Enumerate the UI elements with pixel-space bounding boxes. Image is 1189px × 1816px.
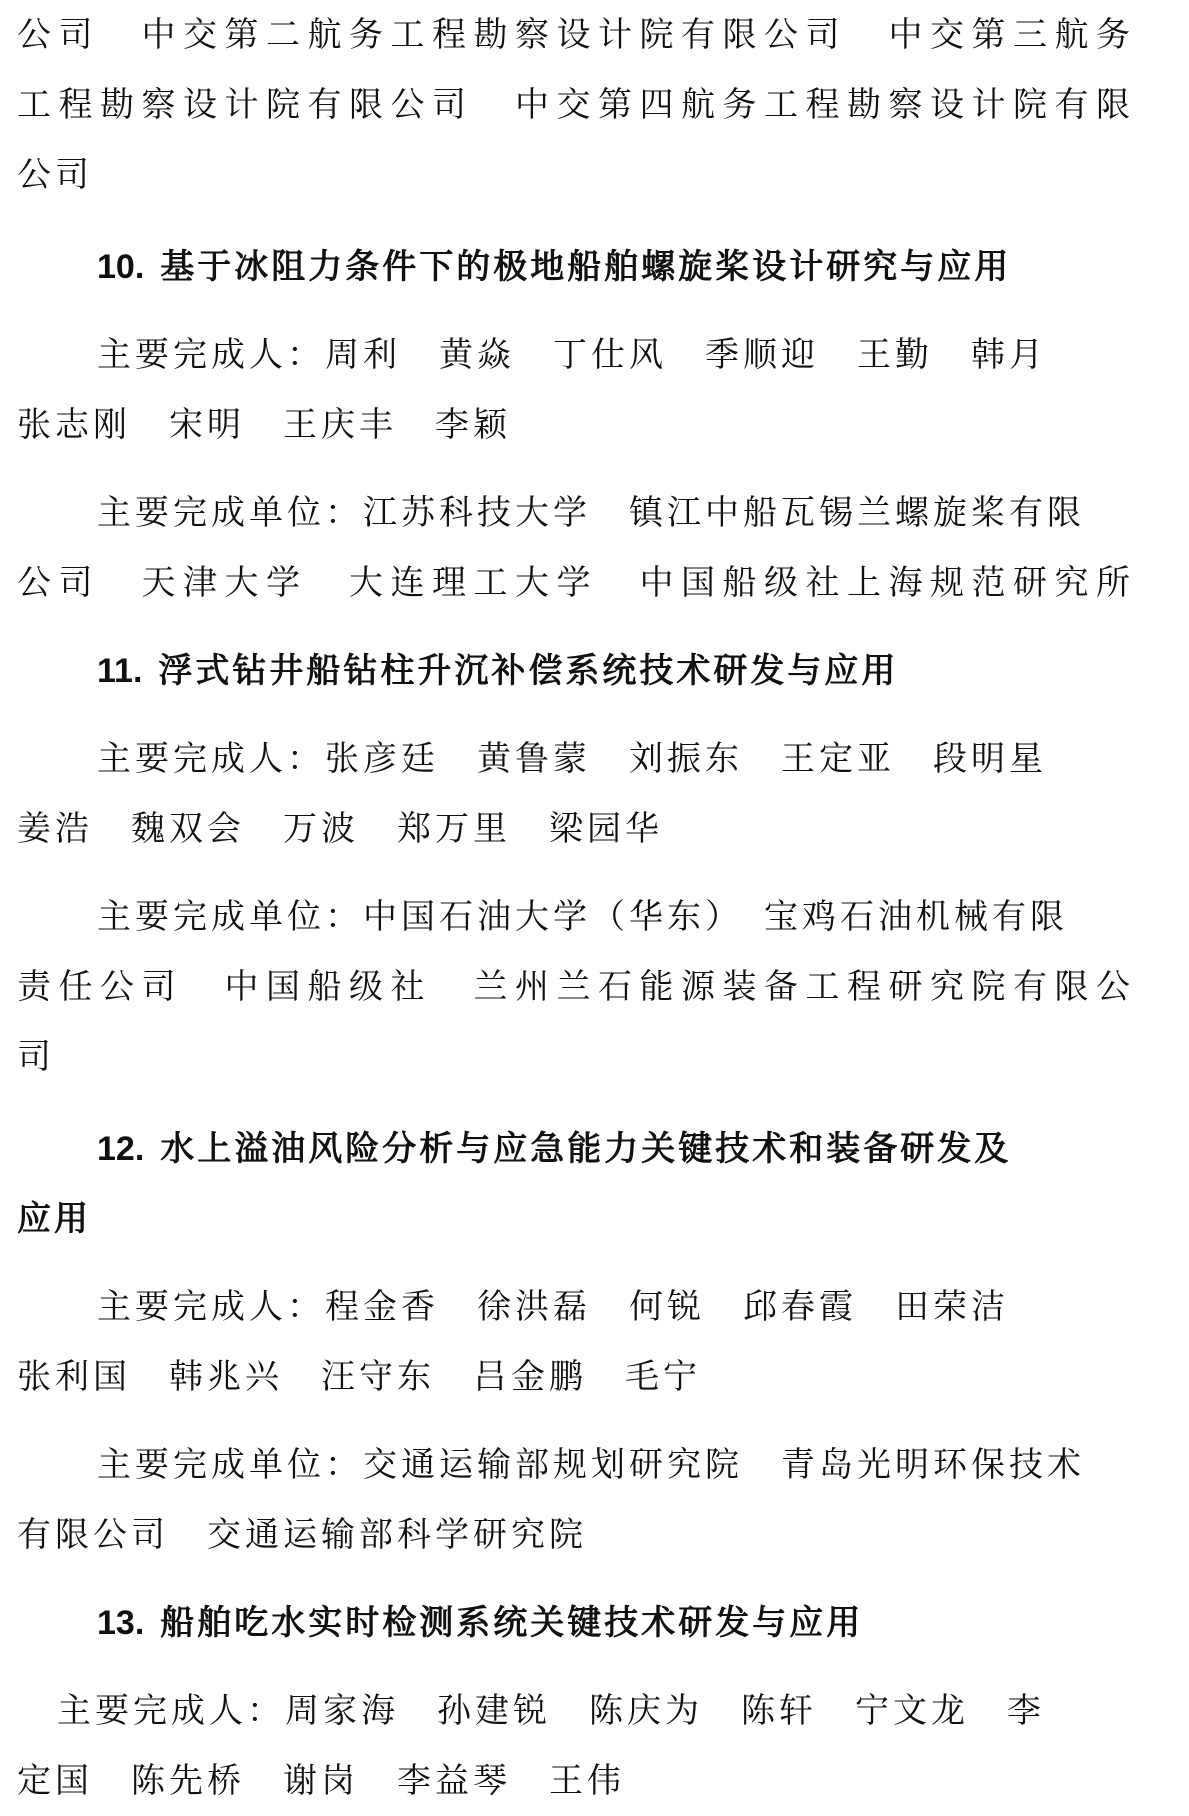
- units-line: 司: [17, 1037, 55, 1077]
- units-line: 公司 天津大学 大连理工大学 中国船级社上海规范研究所: [17, 563, 1134, 603]
- item-number: 13.: [97, 1604, 145, 1642]
- item-13: [17, 1588, 1134, 1816]
- persons-line: 张利国 韩兆兴 汪守东 吕金鹏 毛宁: [17, 1357, 701, 1397]
- units-line: 责任公司 中国船级社 兰州兰石能源装备工程研究院有限公: [17, 967, 1134, 1007]
- units-line: 主要完成单位：江苏科技大学 镇江中船瓦锡兰螺旋桨有限: [97, 493, 1085, 533]
- continuation-block: [17, 0, 1134, 210]
- item-12: [17, 1114, 1134, 1570]
- item-title-continued: 应用: [17, 1199, 91, 1239]
- continuation-line: 公司: [17, 155, 93, 195]
- item-10: [17, 232, 1134, 618]
- item-heading: [17, 636, 1134, 706]
- item-number: 11.: [97, 652, 143, 690]
- document-page: [17, 0, 1134, 1816]
- persons-line: 主要完成人：周利 黄焱 丁仕风 季顺迎 王勤 韩月: [97, 335, 1047, 375]
- item-number: 10.: [97, 248, 145, 286]
- item-heading: [17, 232, 1134, 302]
- item-heading: [17, 1588, 1134, 1658]
- units-line: 主要完成单位：交通运输部规划研究院 青岛光明环保技术: [97, 1445, 1085, 1485]
- units-line: 主要完成单位：中国石油大学（华东） 宝鸡石油机械有限: [97, 897, 1068, 937]
- item-number: 12.: [97, 1130, 145, 1168]
- persons-line: 姜浩 魏双会 万波 郑万里 梁园华: [17, 809, 663, 849]
- item-heading: [17, 1114, 1134, 1184]
- persons-line: 主要完成人：张彦廷 黄鲁蒙 刘振东 王定亚 段明星: [97, 739, 1047, 779]
- continuation-line: 工程勘察设计院有限公司 中交第四航务工程勘察设计院有限: [17, 85, 1134, 125]
- item-title: 基于冰阻力条件下的极地船舶螺旋桨设计研究与应用: [160, 247, 1012, 287]
- item-title: 浮式钻井船钻柱升沉补偿系统技术研发与应用: [158, 651, 899, 691]
- persons-line: 张志刚 宋明 王庆丰 李颖: [17, 405, 511, 445]
- item-title: 船舶吃水实时检测系统关键技术研发与应用: [160, 1603, 864, 1643]
- continuation-line: 公司 中交第二航务工程勘察设计院有限公司 中交第三航务: [17, 15, 1134, 55]
- persons-line: 主要完成人：周家海 孙建锐 陈庆为 陈轩 宁文龙 李: [57, 1691, 1045, 1731]
- units-line: 有限公司 交通运输部科学研究院: [17, 1515, 587, 1555]
- item-11: [17, 636, 1134, 1092]
- persons-line: 主要完成人：程金香 徐洪磊 何锐 邱春霞 田荣洁: [97, 1287, 1009, 1327]
- persons-line: 定国 陈先桥 谢岗 李益琴 王伟: [17, 1761, 625, 1801]
- item-title: 水上溢油风险分析与应急能力关键技术和装备研发及: [160, 1129, 1012, 1169]
